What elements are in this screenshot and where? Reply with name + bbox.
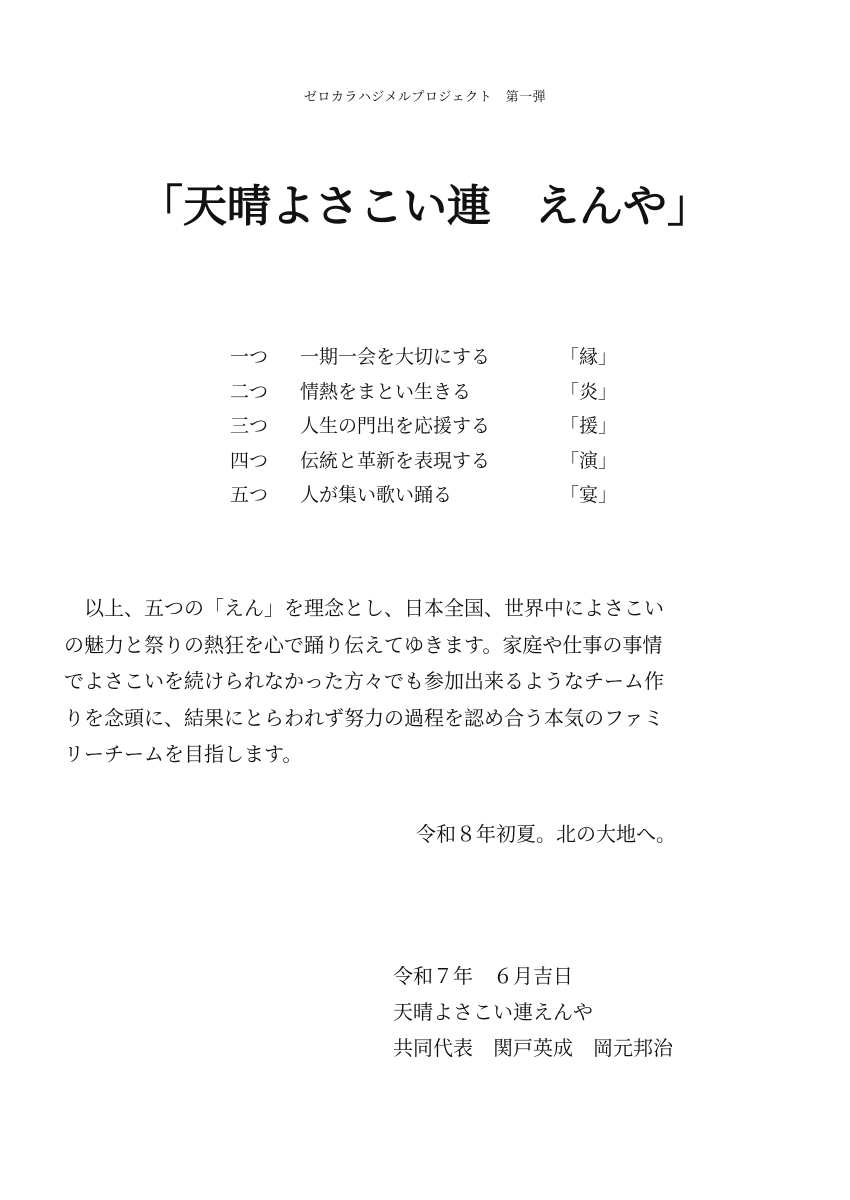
- principle-text: 一期一会を大切にする: [300, 346, 491, 368]
- project-subtitle: ゼロカラハジメルプロジェクト 第一弾: [303, 90, 547, 105]
- principle-item: [230, 340, 650, 375]
- signature-block: [393, 958, 673, 1066]
- paragraph-line: でよさこいを続けられなかった方々でも参加出来るようなチーム作: [64, 669, 664, 693]
- principle-number: 五つ: [230, 484, 269, 506]
- principles-list: [230, 340, 650, 513]
- signature-representatives: 共同代表 関戸英成 岡元邦治: [393, 1036, 673, 1060]
- paragraph-line: りを念頭に、結果にとらわれず努力の過程を認め合う本気のファミ: [64, 705, 664, 730]
- paragraph-line: 以上、五つの「えん」を理念とし、日本全国、世界中によさこい: [64, 596, 664, 620]
- principle-item: [230, 444, 650, 479]
- signature-date: 令和７年 ６月吉日: [393, 964, 573, 988]
- principle-number: 一つ: [230, 346, 269, 368]
- principle-kanji: 「演」: [560, 449, 618, 472]
- principle-kanji: 「宴」: [560, 484, 618, 506]
- principle-text: 人生の門出を応援する: [300, 415, 491, 437]
- principle-item: [230, 478, 650, 513]
- paragraph-line: の魅力と祭りの熱狂を心で踊り伝えてゆきます。家庭や仕事の事情: [64, 632, 663, 657]
- principle-item: [230, 409, 650, 444]
- principle-text: 伝統と革新を表現する: [300, 449, 491, 472]
- principle-kanji: 「炎」: [560, 380, 618, 403]
- principle-number: 四つ: [230, 449, 269, 472]
- paragraph-line: リーチームを目指します。: [64, 742, 303, 766]
- signature-organization: 天晴よさこい連えんや: [393, 1000, 593, 1024]
- closing-statement: 令和８年初夏。北の大地へ。: [416, 822, 676, 846]
- principle-kanji: 「援」: [560, 415, 618, 437]
- principle-text: 情熱をまとい生きる: [300, 380, 472, 403]
- mission-paragraph: [64, 590, 784, 773]
- principle-number: 二つ: [230, 380, 269, 403]
- principle-kanji: 「縁」: [560, 346, 618, 368]
- document-title: 「天晴よさこい連 えんや」: [139, 181, 711, 232]
- principle-text: 人が集い歌い踊る: [300, 484, 453, 506]
- principle-item: [230, 375, 650, 410]
- principle-number: 三つ: [230, 415, 269, 437]
